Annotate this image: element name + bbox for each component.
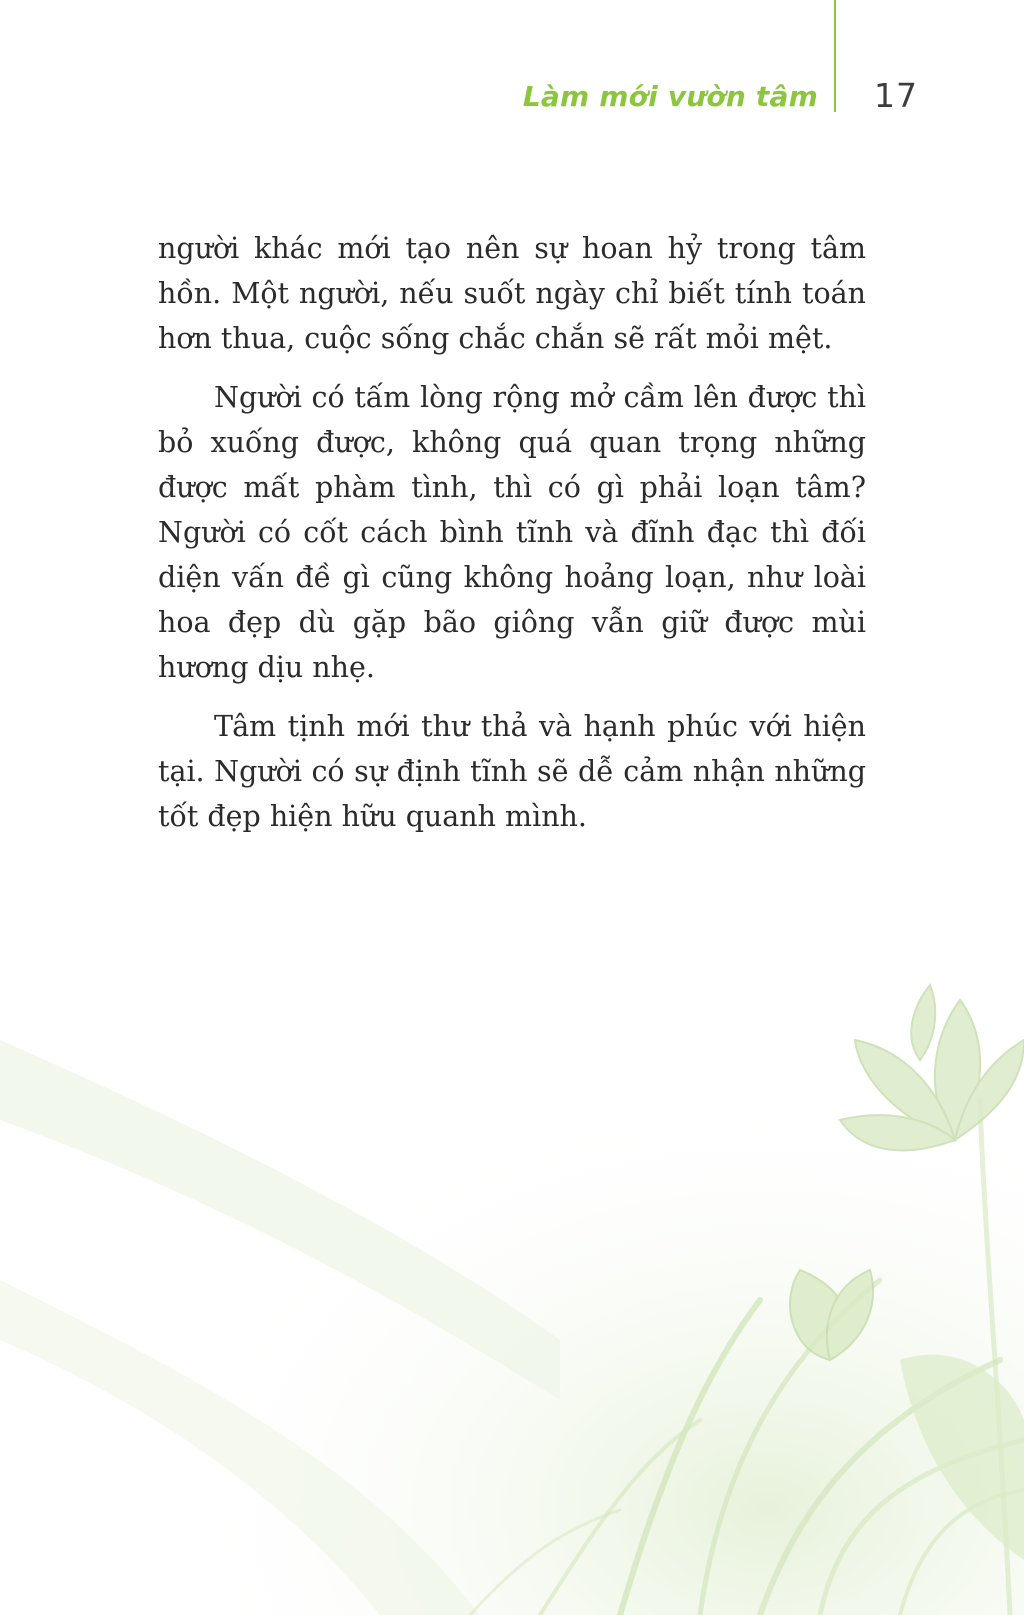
body-text	[158, 226, 866, 853]
running-head: Làm mới vườn tâm	[522, 80, 818, 113]
paragraph-1: người khác mới tạo nên sự hoan hỷ trong tâm hồn. Một người, nếu suốt ngày chỉ biết tính toán hơn thua, cuộc sống chắc chắn sẽ rất mỏi mệt.	[158, 232, 866, 355]
page-number: 17	[874, 76, 918, 115]
header-divider	[834, 0, 836, 112]
paragraph-3: Tâm tịnh mới thư thả và hạnh phúc với hiện tại. Người có sự định tĩnh sẽ dễ cảm nhận những tốt đẹp hiện hữu quanh mình.	[158, 710, 866, 833]
paragraph-2: Người có tấm lòng rộng mở cầm lên được thì bỏ xuống được, không quá quan trọng những được mất phàm tình, thì có gì phải loạn tâm? Người có cốt cách bình tĩnh và đĩnh đạc thì đối diện vấn đề gì cũng không hoảng loạn, như loài hoa đẹp dù gặp bão giông vẫn giữ được mùi hương dịu nhẹ.	[158, 381, 866, 684]
